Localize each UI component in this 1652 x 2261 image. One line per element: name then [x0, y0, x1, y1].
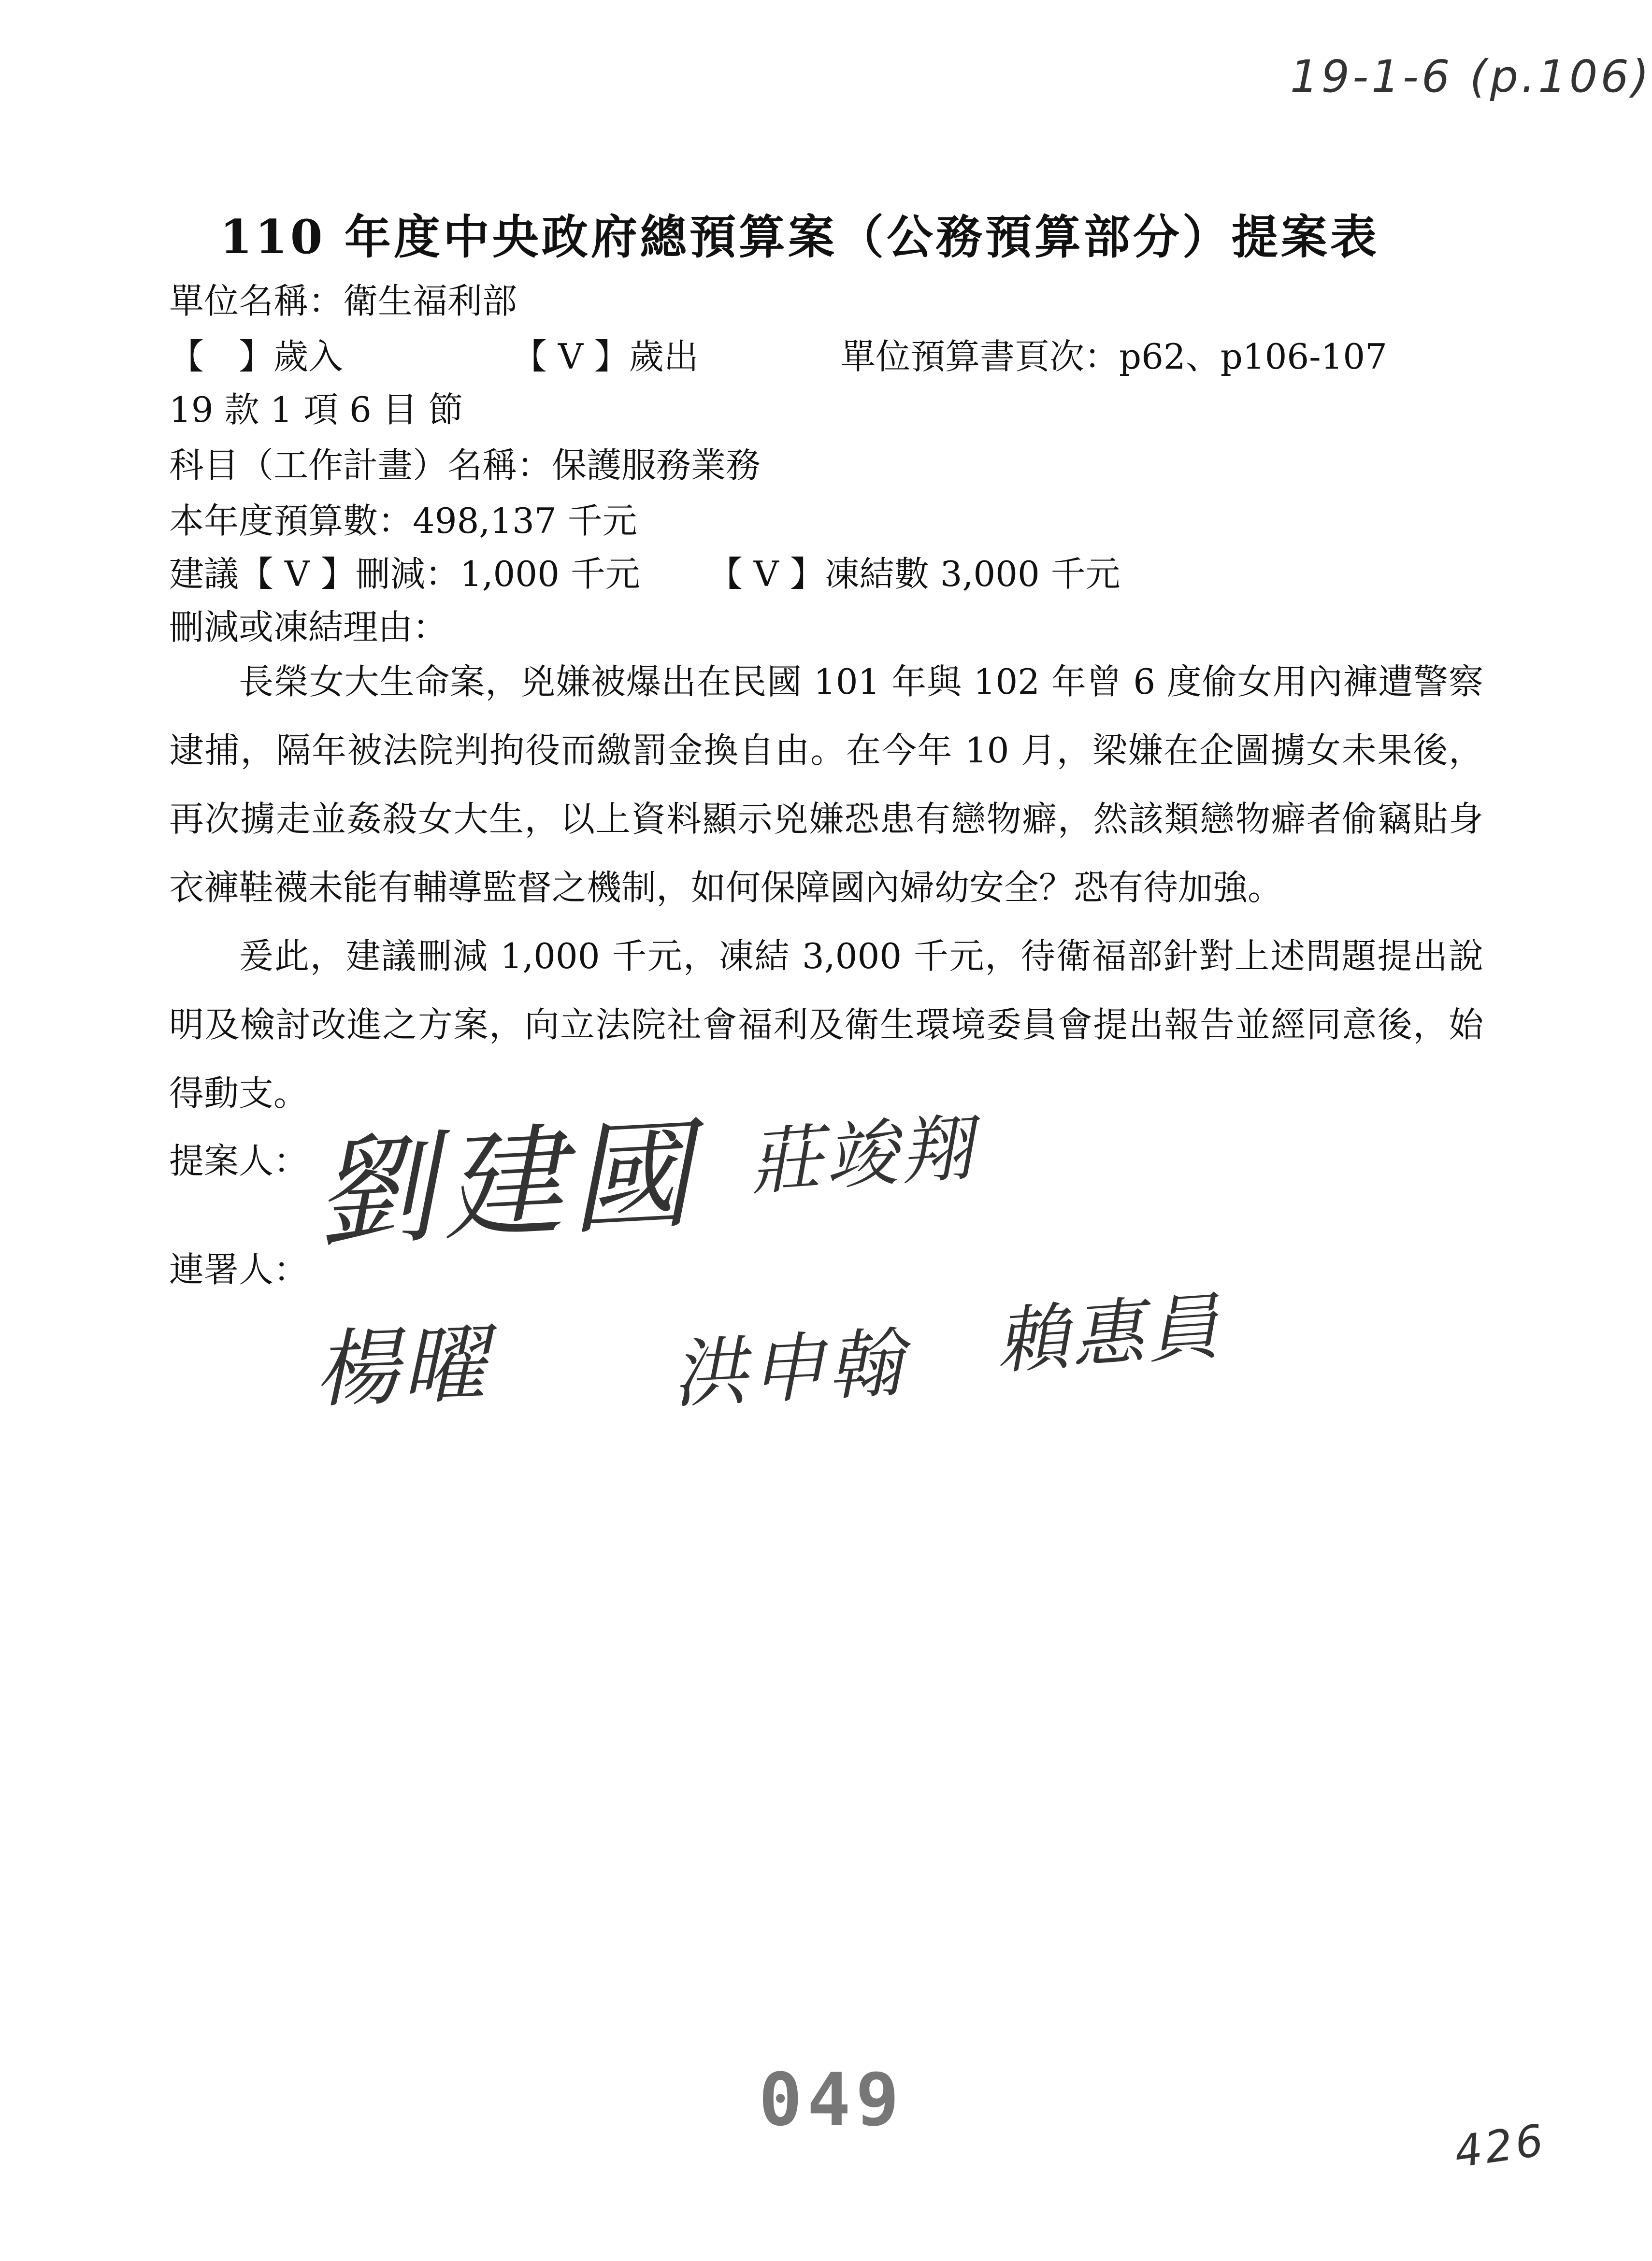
revenue-checkbox: 【 】歲入 [169, 336, 344, 377]
subject-name: 科目（工作計畫）名稱：保護服務業務 [169, 445, 761, 486]
expenditure-checkbox: 【 V 】歲出 [512, 336, 699, 377]
proposer-label: 提案人： [169, 1141, 309, 1181]
unit-name: 單位名稱：衛生福利部 [169, 281, 517, 321]
signature-cosigner-2: 洪申翰 [670, 1319, 908, 1419]
reason-body [169, 647, 1483, 1128]
signature-cosigner-3: 賴惠員 [993, 1284, 1225, 1385]
budget-pages: 單位預算書頁次：p62、p106-107 [841, 336, 1387, 377]
reason-paragraph-1: 長榮女大生命案，兇嫌被爆出在民國 101 年與 102 年曾 6 度偷女用內褲遭警察逮捕，隔年被法院判拘役而繳罰金換自由。在今年 10 月，梁嫌在企圖擄女未果後，再次擄走並姦殺女大生，以上資料顯示兇嫌恐患有戀物癖，然該類戀物癖者偷竊貼身衣褲鞋襪未能有輔導監督之機制，如何保障國內婦幼安全？恐有待加強。 [169, 661, 1483, 908]
budget-amount: 本年度預算數：498,137 千元 [169, 501, 637, 541]
document-title: 110 年度中央政府總預算案（公務預算部分）提案表 [220, 210, 1379, 264]
signature-proposer-2: 莊竣翔 [747, 1105, 978, 1206]
reason-label: 刪減或凍結理由： [169, 607, 448, 647]
page-number: 049 [759, 2058, 904, 2142]
cosigner-label: 連署人： [169, 1249, 309, 1290]
signature-cosigner-1: 楊曜 [313, 1315, 491, 1420]
proposal-cut: 建議【 V 】刪減：1,000 千元 [169, 554, 640, 594]
bottom-handwritten-note: 426 [1451, 2115, 1550, 2178]
reason-paragraph-2: 爰此，建議刪減 1,000 千元，凍結 3,000 千元，待衛福部針對上述問題提出說明及檢討改進之方案，向立法院社會福利及衛生環境委員會提出報告並經同意後，始得動支。 [169, 936, 1483, 1114]
proposal-freeze: 【 V 】凍結數 3,000 千元 [708, 554, 1120, 594]
section-code: 19 款 1 項 6 目 節 [169, 389, 463, 430]
signature-proposer-1: 劉建國 [311, 1104, 701, 1265]
corner-handwritten-note: 19-1-6 (p.106) [1290, 51, 1652, 102]
